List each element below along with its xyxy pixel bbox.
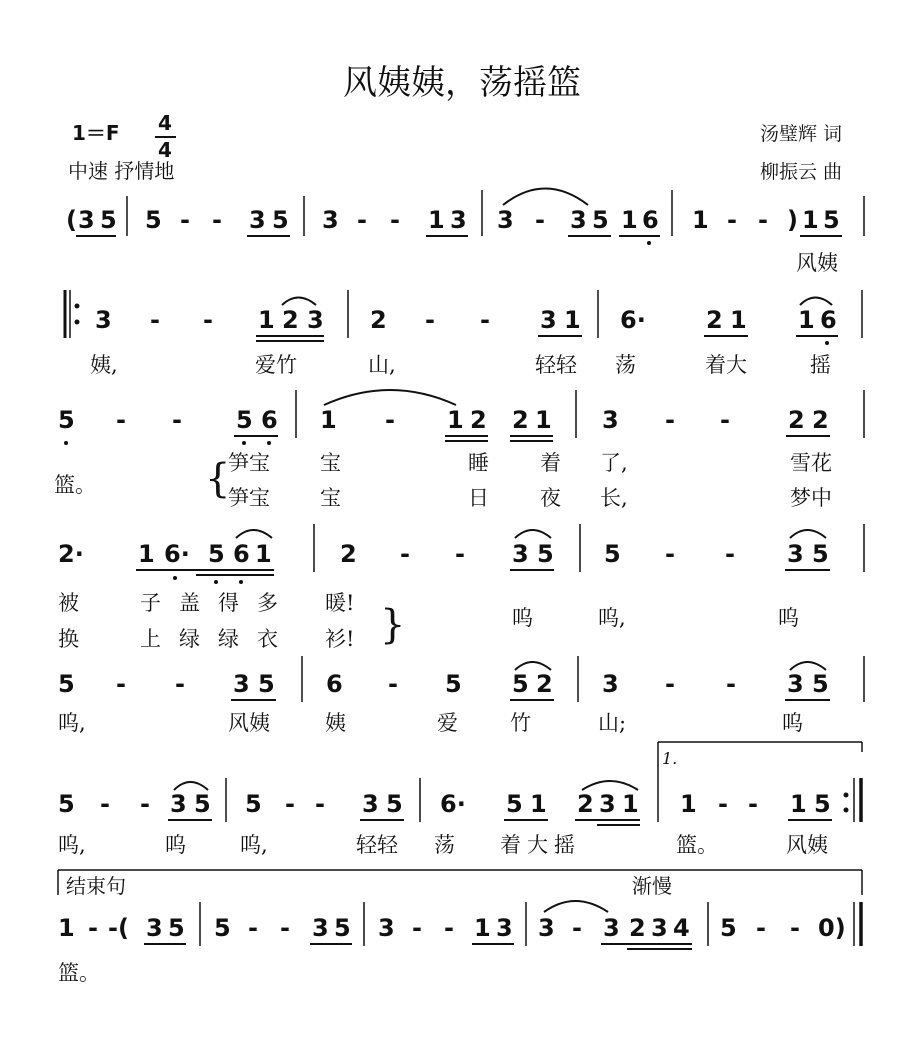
note: ( — [66, 206, 77, 234]
slur — [282, 298, 316, 306]
slur — [515, 662, 551, 670]
note: 3 — [496, 914, 513, 942]
low-octave-dot — [825, 341, 829, 345]
note: 6· — [164, 540, 190, 568]
staff-row-2 — [65, 290, 862, 377]
note: - — [727, 206, 737, 234]
note: - — [425, 306, 435, 334]
lyric: 篮。 — [58, 961, 100, 985]
note: 3 — [599, 790, 616, 818]
note: - — [665, 540, 675, 568]
note: - — [175, 670, 185, 698]
note: 5 — [814, 790, 831, 818]
note: 3 — [540, 306, 557, 334]
note: 2 — [340, 540, 357, 568]
note: - — [248, 914, 258, 942]
note: 2· — [58, 540, 84, 568]
note: 6 — [642, 206, 659, 234]
note: - — [665, 406, 675, 434]
lyric: 呜 — [512, 606, 533, 630]
lyric: 着大 — [705, 353, 747, 377]
slur — [544, 901, 608, 912]
note: 1 — [621, 206, 638, 234]
verse-brace-close: } — [380, 602, 406, 648]
note: 1 — [622, 790, 639, 818]
note: 1 — [564, 306, 581, 334]
time-signature-top: 4 — [158, 111, 172, 135]
lyric: 睡 — [468, 451, 489, 475]
note: 5 — [245, 790, 262, 818]
note: - — [315, 790, 325, 818]
note: 5 — [512, 670, 529, 698]
note: - — [535, 206, 545, 234]
lyric: 着大摇 — [500, 833, 581, 857]
low-octave-dot — [239, 580, 243, 584]
note: 6 — [820, 306, 837, 334]
note: 5 — [236, 406, 253, 434]
lyric: 山, — [368, 353, 396, 377]
note: 5 — [100, 206, 117, 234]
note: 6 — [326, 670, 343, 698]
note: 3 — [651, 914, 668, 942]
note: - — [180, 206, 190, 234]
note: 2 — [282, 306, 299, 334]
lyric: 呜, — [240, 833, 268, 857]
slur — [582, 781, 638, 790]
note: 1 — [258, 306, 275, 334]
tempo-marking: 中速 抒情地 — [68, 159, 175, 183]
note: 5 — [537, 540, 554, 568]
note: 5 — [258, 670, 275, 698]
note: 5 — [168, 914, 185, 942]
lyric: 暖! — [325, 591, 355, 615]
low-octave-dot — [242, 441, 246, 445]
note: - — [790, 914, 800, 942]
ritardando-label: 渐慢 — [632, 874, 672, 898]
low-octave-dot — [647, 241, 651, 245]
note: - — [720, 406, 730, 434]
note: 5 — [604, 540, 621, 568]
note: - — [385, 406, 395, 434]
note: - — [280, 914, 290, 942]
lyric: 长, — [600, 486, 628, 510]
note: 1 — [535, 406, 552, 434]
lyric: 日 — [468, 486, 489, 510]
note: 1 — [255, 540, 272, 568]
lyric: 被 — [58, 591, 79, 615]
note: - — [150, 306, 160, 334]
note: 3 — [78, 206, 95, 234]
lyric: 换 — [58, 627, 79, 651]
composer-credit: 柳振云 曲 — [760, 161, 843, 183]
ending-label: 结束句 — [66, 874, 126, 898]
lyric: 夜 — [540, 486, 561, 510]
note: - — [203, 306, 213, 334]
note: - — [100, 790, 110, 818]
lyric: 梦中 — [790, 486, 832, 510]
lyric: 呜, — [58, 833, 86, 857]
note: 5 — [812, 670, 829, 698]
lyric: 呜 — [782, 711, 803, 735]
note: 3 — [322, 206, 339, 234]
slur — [790, 530, 826, 538]
slur — [800, 298, 832, 306]
note: 5 — [720, 914, 737, 942]
low-octave-dot — [214, 580, 218, 584]
repeat-dot — [75, 304, 80, 309]
note: - — [412, 914, 422, 942]
note: 5 — [214, 914, 231, 942]
lyric: 着 — [540, 451, 561, 475]
note: 2 — [577, 790, 594, 818]
note: 2 — [536, 670, 553, 698]
note: - — [140, 790, 150, 818]
slur — [324, 390, 456, 405]
note: 3 — [233, 670, 250, 698]
note: 5 — [386, 790, 403, 818]
note: - — [116, 670, 126, 698]
note: 5 — [58, 790, 75, 818]
note: - — [444, 914, 454, 942]
note: - — [285, 790, 295, 818]
lyric: 轻轻 — [356, 833, 398, 857]
note: 2 — [629, 914, 646, 942]
lyric: 了, — [600, 451, 628, 475]
note: 3 — [450, 206, 467, 234]
verse-brace: { — [205, 456, 231, 502]
note: 5 — [58, 670, 75, 698]
note: 5 — [506, 790, 523, 818]
note: - — [388, 670, 398, 698]
note: - — [665, 670, 675, 698]
note: 5 — [194, 790, 211, 818]
note: - — [400, 540, 410, 568]
lyric: 篮。 — [676, 833, 718, 857]
lyric: 雪花 — [790, 451, 832, 475]
note: 2 — [788, 406, 805, 434]
note: - — [725, 540, 735, 568]
note: 3 — [170, 790, 187, 818]
lyric: 荡 — [615, 353, 636, 377]
lyric: 笋宝 — [228, 451, 270, 475]
lyric: 姨 — [325, 711, 346, 735]
note: -( — [108, 914, 129, 942]
lyric: 爱 — [437, 711, 458, 735]
note: 1 — [802, 206, 819, 234]
note: 1 — [530, 790, 547, 818]
lyricist-credit: 汤璧辉 词 — [760, 123, 843, 145]
low-octave-dot — [64, 441, 68, 445]
lyric: 篮。 — [54, 473, 96, 497]
note: 1 — [680, 790, 697, 818]
note: 3 — [538, 914, 555, 942]
staff-row-5 — [58, 656, 864, 735]
volta-number: 1. — [662, 749, 678, 768]
key-signature: 1＝F — [72, 121, 120, 145]
song-title: 风姨姨，荡摇篮 — [343, 63, 581, 103]
lyric: 风姨 — [786, 833, 828, 857]
lyric: 子盖得多 — [140, 591, 296, 615]
note: 1 — [798, 306, 815, 334]
note: 5 — [208, 540, 225, 568]
note: 3 — [362, 790, 379, 818]
lyric: 轻轻 — [535, 353, 577, 377]
slur — [174, 782, 208, 790]
note: 1 — [58, 914, 75, 942]
slur — [236, 530, 272, 538]
note: 1 — [320, 406, 337, 434]
note: 6 — [233, 540, 250, 568]
lyric: 上绿绿衣 — [140, 627, 296, 651]
note: 2 — [812, 406, 829, 434]
note: 6 — [261, 406, 278, 434]
note: - — [88, 914, 98, 942]
note: 3 — [570, 206, 587, 234]
note: 5 — [812, 540, 829, 568]
staff-row-4 — [58, 524, 864, 651]
lyric: 爱竹 — [255, 353, 297, 377]
note: 5 — [823, 206, 840, 234]
note: 3 — [249, 206, 266, 234]
note: 5 — [334, 914, 351, 942]
lyric: 呜 — [165, 833, 186, 857]
note: 4 — [673, 914, 690, 942]
note: - — [455, 540, 465, 568]
note: 3 — [787, 670, 804, 698]
time-signature-bottom: 4 — [158, 138, 172, 162]
note: - — [758, 206, 768, 234]
note: - — [172, 406, 182, 434]
note: 3 — [787, 540, 804, 568]
note: 5 — [58, 406, 75, 434]
note: - — [480, 306, 490, 334]
note: 2 — [370, 306, 387, 334]
note: 1 — [790, 790, 807, 818]
note: 3 — [146, 914, 163, 942]
lyric: 宝 — [320, 451, 341, 475]
note: 5 — [592, 206, 609, 234]
lyric: 竹 — [510, 711, 531, 735]
note: 6· — [440, 790, 466, 818]
note: 2 — [706, 306, 723, 334]
lyric: 摇 — [810, 353, 831, 377]
lyric: 呜, — [58, 711, 86, 735]
note: - — [718, 790, 728, 818]
note: 3 — [512, 540, 529, 568]
note: 3 — [378, 914, 395, 942]
note: 1 — [474, 914, 491, 942]
lyric: 呜 — [778, 606, 799, 630]
note: 5 — [445, 670, 462, 698]
lyric: 宝 — [320, 486, 341, 510]
note: 1 — [730, 306, 747, 334]
slur — [503, 189, 588, 206]
repeat-dot — [75, 320, 80, 325]
note: - — [726, 670, 736, 698]
note: 3 — [95, 306, 112, 334]
note: 2 — [512, 406, 529, 434]
staff-row-6 — [58, 742, 862, 857]
lyric: 风姨 — [796, 251, 838, 275]
note: 0) — [818, 914, 846, 942]
note: 3 — [312, 914, 329, 942]
slur — [790, 662, 826, 670]
note: ) — [787, 206, 798, 234]
lyric: 呜, — [598, 606, 626, 630]
low-octave-dot — [267, 441, 271, 445]
slur — [515, 530, 551, 538]
note: 2 — [470, 406, 487, 434]
repeat-dot — [844, 808, 849, 813]
note: 5 — [272, 206, 289, 234]
repeat-dot — [844, 793, 849, 798]
note: - — [390, 206, 400, 234]
note: - — [357, 206, 367, 234]
staff-row-1 — [66, 189, 864, 276]
note: - — [572, 914, 582, 942]
note: 5 — [145, 206, 162, 234]
lyric: 风姨 — [228, 711, 270, 735]
note: 1 — [447, 406, 464, 434]
note: - — [116, 406, 126, 434]
note: 1 — [138, 540, 155, 568]
lyric: 荡 — [434, 833, 455, 857]
note: 3 — [497, 206, 514, 234]
note: 3 — [602, 406, 619, 434]
note: 1 — [428, 206, 445, 234]
low-octave-dot — [173, 576, 177, 580]
lyric: 姨, — [90, 353, 118, 377]
note: - — [756, 914, 766, 942]
note: 1 — [692, 206, 709, 234]
staff-row-ending — [58, 870, 862, 985]
staff-row-3 — [54, 390, 864, 510]
note: 6· — [620, 306, 646, 334]
note: 3 — [307, 306, 324, 334]
lyric: 山; — [598, 711, 627, 735]
lyric: 衫! — [325, 627, 355, 651]
note: - — [212, 206, 222, 234]
note: - — [748, 790, 758, 818]
note: 3 — [602, 670, 619, 698]
lyric: 笋宝 — [228, 486, 270, 510]
note: 3 — [603, 914, 620, 942]
